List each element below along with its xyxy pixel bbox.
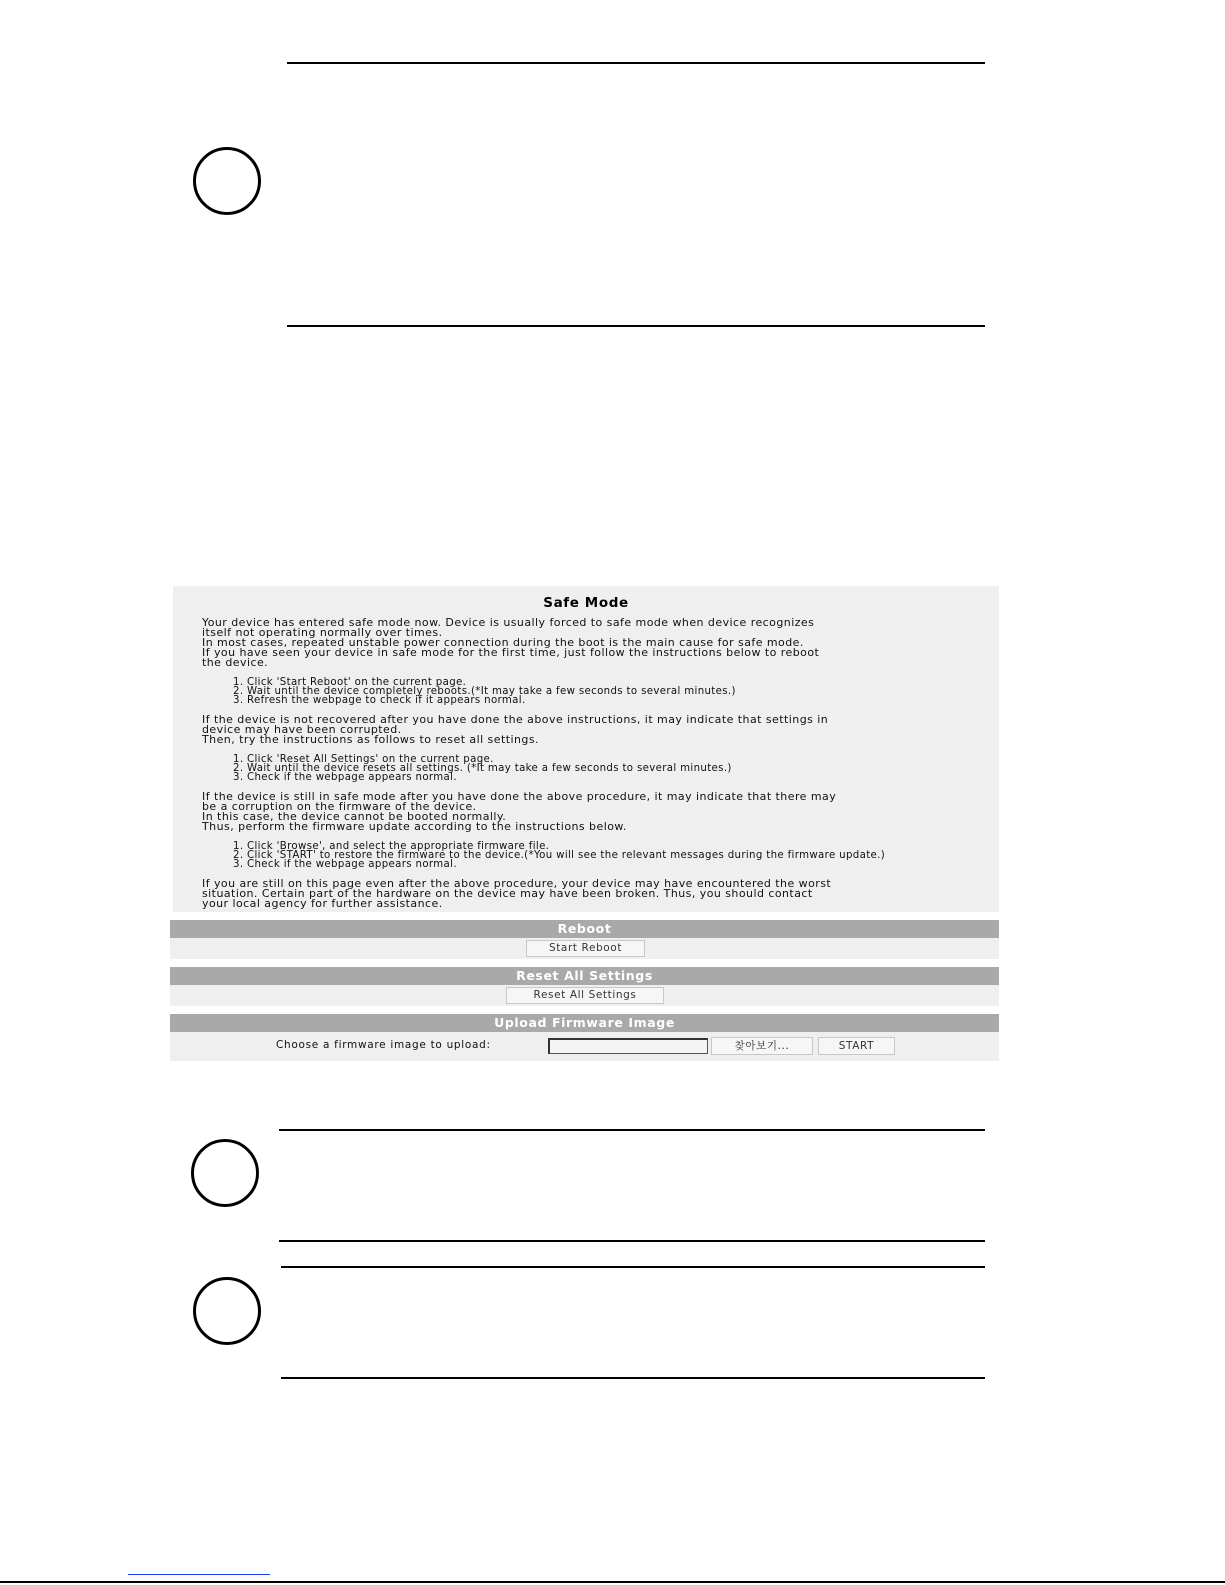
note2-top-rule [279, 1129, 985, 1131]
list-item: 2. Wait until the device completely reboots.(*It may take a few seconds to several minutes.) [233, 687, 982, 696]
firmware-steps [202, 842, 982, 869]
list-item: 2. Click 'START' to restore the firmware to the device.(*You will see the relevant messages during the firmware update.) [233, 851, 982, 860]
paragraph-4 [202, 879, 982, 909]
safe-mode-panel [173, 586, 999, 912]
reboot-steps [202, 678, 982, 705]
reset-all-settings-button[interactable]: Reset All Settings [506, 987, 664, 1004]
footer-rule [0, 1581, 1225, 1583]
reset-steps [202, 755, 982, 782]
upload-label: Choose a firmware image to upload: [276, 1039, 491, 1051]
text-line: your local agency for further assistance. [202, 897, 443, 910]
note-icon [193, 147, 261, 215]
firmware-file-input[interactable] [548, 1038, 708, 1054]
text-line: the device. [202, 656, 269, 669]
start-reboot-button[interactable]: Start Reboot [526, 940, 645, 957]
paragraph-2 [202, 715, 982, 745]
text-line: In this case, the device cannot be booted normally. [202, 810, 507, 823]
text-line: Then, try the instructions as follows to reset all settings. [202, 733, 539, 746]
safe-mode-text [202, 618, 982, 919]
reset-body [170, 985, 999, 1006]
text-line: If you are still on this page even after the above procedure, your device may have encountered the worst [202, 877, 832, 890]
text-line: If the device is still in safe mode after you have done the above procedure, it may indicate that there may [202, 790, 837, 803]
text-line: Your device has entered safe mode now. Device is usually forced to safe mode when device recognizes [202, 616, 815, 629]
top-note-top-rule [287, 62, 985, 64]
text-line: device may have been corrupted. [202, 723, 402, 736]
list-item: 3. Check if the webpage appears normal. [233, 773, 982, 782]
list-item: 3. Check if the webpage appears normal. [233, 860, 982, 869]
list-item: 2. Wait until the device resets all settings. (*It may take a few seconds to several minutes.) [233, 764, 982, 773]
list-item: 1. Click 'Browse', and select the appropriate firmware file. [233, 842, 982, 851]
text-line: be a corruption on the firmware of the device. [202, 800, 477, 813]
paragraph-1 [202, 618, 982, 668]
reboot-body [170, 938, 999, 959]
text-line: In most cases, repeated unstable power connection during the boot is the main cause for safe mode. [202, 636, 804, 649]
text-line: itself not operating normally over times. [202, 626, 443, 639]
footer-link-underline [128, 1574, 270, 1575]
text-line: situation. Certain part of the hardware on the device may have been broken. Thus, you should contact [202, 887, 813, 900]
upload-body [170, 1032, 999, 1061]
paragraph-3 [202, 792, 982, 832]
list-item: 1. Click 'Reset All Settings' on the current page. [233, 755, 982, 764]
browse-button[interactable]: 찾아보기... [711, 1037, 813, 1055]
note3-top-rule [281, 1266, 985, 1268]
safe-mode-title: Safe Mode [543, 595, 629, 611]
list-item: 1. Click 'Start Reboot' on the current page. [233, 678, 982, 687]
list-item: 3. Refresh the webpage to check if it appears normal. [233, 696, 982, 705]
start-upload-button[interactable]: START [818, 1037, 895, 1055]
note-icon [193, 1277, 261, 1345]
reset-header: Reset All Settings [170, 967, 999, 985]
upload-header: Upload Firmware Image [170, 1014, 999, 1032]
reboot-header: Reboot [170, 920, 999, 938]
note2-bottom-rule [279, 1240, 985, 1242]
text-line: Thus, perform the firmware update according to the instructions below. [202, 820, 627, 833]
note3-bottom-rule [281, 1377, 985, 1379]
note-icon [191, 1139, 259, 1207]
text-line: If you have seen your device in safe mode for the first time, just follow the instructions below to reboot [202, 646, 820, 659]
top-note-bottom-rule [287, 325, 985, 327]
text-line: If the device is not recovered after you have done the above instructions, it may indicate that settings in [202, 713, 829, 726]
